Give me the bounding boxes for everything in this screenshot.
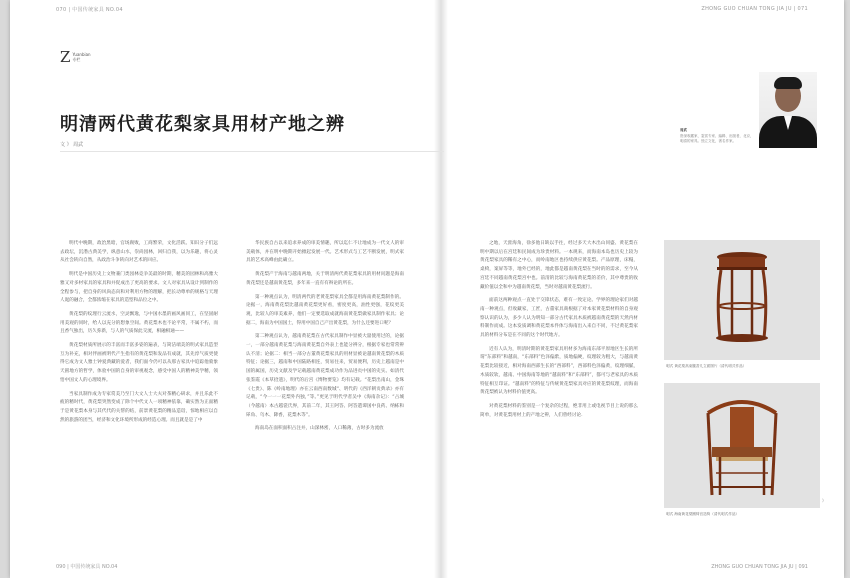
paragraph: 面前这两种观点一直处于交锋状态，难有一致定论。学界的理论家们对越南一种观点，但收藏家，工匠，古董家具商根据了对本家黄花梨材料的自身观察认识的认为，多少人认为明知一部分古代家具木质被越南黄花梨的天然内材料制作而成。这本发质调和黄花梨本件体与海南出入来自不同，不过黄花梨家具的材料分布是在不同的这个时代地方。 xyxy=(480,298,638,339)
header-right: ZHONG GUO CHUAN TONG JIA JU | 071 xyxy=(701,6,808,12)
column-tag-text xyxy=(72,53,90,63)
paragraph: 海南岛在面积面积占注并，山深林密，人口稀薄，古时多为流放 xyxy=(255,426,384,432)
column-tag xyxy=(60,50,91,65)
photo-caption-2: 明式 海南黄花梨圈椅官造椅（清代明式作品） xyxy=(666,512,740,516)
column-tag-pinyin: Yuanbian xyxy=(72,51,91,57)
portrait-hair xyxy=(774,77,802,89)
paragraph: 近有人认为，明清时期的黄花梨家具用材多为海南东部平原地区生长的所谓“东部料”和越南，“东部料”色泽偏紫，质地偏硬，纹理较为粗大，与越南黄花梨比较接近，相对海南西部生长的“西部料”，西部料色泽偏黄，纹理细腻，木质较软，越南、中国海南等地的“越南料”和“东部料”，都可与老家具的木质特征相互印证。“越南料”的特征与传统黄花梨家具对应的黄花梨纹理，而海南黄花梨被认为材料价值更高。 xyxy=(480,346,638,396)
paragraph: 黄花梨的纹理行云流水，空灵飘逸，与中国水墨的画风画同工，在坚固耐用美观的同时，给人以充分的想象空间。黄花梨木也不论平常，不属不朽，而且香气独出，历久弥新，与人的气质保此交流，相融相通—— xyxy=(60,311,218,335)
column-tag-label: 专栏 xyxy=(72,56,81,62)
author-name: 周武 xyxy=(680,128,687,132)
armchair-illustration xyxy=(664,383,820,508)
magazine-spread xyxy=(10,0,844,578)
paragraph: 明代中晚期，政治黑暗，官场腐败，工商繁荣，文化活跃。知识分子们远去政坛，沉潜古典美学，纵意山水，崇尚园林，回归自我，以为乐趣，将心灵从社会转向自然，从政治斗争转向对艺术的回应。 xyxy=(60,241,218,264)
text-column-3 xyxy=(480,240,638,425)
incense-stand-illustration xyxy=(664,240,820,360)
text-column-2 xyxy=(246,240,404,439)
header-left: 070 | 中国传统家具 NO.04 xyxy=(56,7,123,13)
page-gutter xyxy=(434,0,448,578)
text-column-1 xyxy=(60,240,218,430)
paragraph: 第一种观点认为，明清两代的老黄花梨家具全都是用海南黄花梨制作的。论据一，海南黄花梨比越南黄花梨更好看，密度更高，油性更强，花纹更美观，比较人的审美素养，他们一定要选取成就海南黄花梨做家具制作家具；论据二，海南为中国国土，得用中国自己产出黄花梨，为什么还要进口呢？ xyxy=(246,294,404,326)
article-title: 明清两代黄花梨家具用材产地之辨 xyxy=(60,114,345,135)
paragraph: 华民族自古以来追求养成的审美情趣，所以迄仁不让地成为一代文人的审美载体，并在明中晚期开始掀起发展一代。艺术形式与工艺不断发展，明式家具的艺术高峰由此确立。 xyxy=(246,241,404,264)
column-tag-letter: Z xyxy=(60,48,71,66)
title-rule xyxy=(60,151,444,152)
paragraph: 之地，天涯海角，徐多他日缺以手往，经过多天大木出山同盛、黄花梨在明中期以后在宫廷和民间成为珍贵材料。一本规来，而海南本岛也历史上较为黄花梨家具的稀有之中心，而岭南地区也持续供应黄花梨。产品原理，床榻，桌椅，案屏等等，地外已经的，地此都是越南黄花梨在当时的的需求，至今从宫廷不同越南黄花梨宫中也。前清的比较与海南黄花梨的差价，其中尊贵的收藏价值以全和中为越南黄花梨，当时对越南黄花梨流行。 xyxy=(480,241,638,290)
photo-incense-stand xyxy=(664,240,820,360)
author-portrait xyxy=(759,72,817,148)
paragraph: 对黄花梨材料的鉴别是一个复杂的过程，绝非用上或电视节目上说的那么简单，对黄花梨用材上的产地之辨，人们曾经讨论. xyxy=(480,403,638,418)
footer-right: ZHONG GUO CHUAN TONG JIA JU | 091 xyxy=(711,564,808,570)
article-byline: 文 》 周武 xyxy=(60,142,84,148)
author-bio-text: 资深收藏家、鉴赏专家、编辑、出版者，北京，明清的家具。独立文化，著名作家。 xyxy=(680,133,754,143)
photo-caption-1: 明式 黄花梨高束腰香几立面图片（清代明式作品） xyxy=(666,364,747,368)
paragraph: 当家具制作成为专家赏美乃至门大文人士大夫对茶精心研求，并且乐此不疲的精时代，黄花梨突然变成了除个中代文人一项精神依靠，确实然为正面精于是黄花梨本身与其代代的关帮的结，前景黄花梨的精品造诣，惊地相应以自然的旅游的团当，经济和文化环境所形成的经造心理。而且就是是了中 xyxy=(60,391,218,423)
paragraph: 黄花梨产于海南与越南两地，关于明清两代黄花梨家具的用材问题是海南黄花梨还是越南黄花梨，多年来一直有有辩论的所在。 xyxy=(246,272,404,286)
author-bio xyxy=(680,128,754,145)
paragraph: 黄花梨材质所展示的丰富而丰富多姿的遍表，与简洁端美的明式家具造型互为补充，相对伴画被明代产生指有的黄花梨和发品有成就，其先淳气质更使得它成为文人雅士钟爱典藏的爱者，我们面今仍可以从那古家具中追踪他骑象天圆地方的哲学，体验中国的自身的审视观念，感受中国人的精神美学精，领悟中国文人的心理境界。 xyxy=(60,343,218,383)
footer-left: 090 | 中国传统家具 NO.04 xyxy=(56,564,118,570)
paragraph: 明代是中国历史上文物兼门类园林竞争美最的时期，精美的园林和高雅大雅又对多材家具的家具和并促成出了更高的要求。文人对家具从设计到制作的全程参与，把自身的风尚态向和对利用方物的理解，把长动尊单的规格与天理人诞的融合，全都浓缩在家具的造型和品位之中。 xyxy=(60,272,218,304)
page-end-marker: 》 xyxy=(822,498,826,503)
photo-armchair xyxy=(664,383,820,508)
paragraph: 第二种观点认为，越南黄花梨在古代家具制作中显被大量使用过的，论据一，一部分越南黄花梨与海南黄花梨自外表上也能分辨分，根据专家也常常辨认不清；论据二：相当一部分古董黄花梨家具的用材显被论越南黄花梨的木质特征；论据三，越南和中国陆路相连，贸易往来，贸易便利，历史上越南是中国的属国，历史文献及学记载越南黄花梨成功作为品进贡中国的史实。如清代张鉴霞《本草拾遗》，明代的后宫《博物要览》均有记载。“花梨出南山，金珠《七贵》、陈《岭南地理》亦在云南西南数城“、明代的《西洋朝贡典录》亦有记载，“今一一一花梨外内独，”等。”更见于明代学者吴中《海南杂记》：“占城（今越南）本古越裳氏界，其前二年，其王阿答、阿答遣谭国中良药、纳栋和犀角、乌木、降香，花梨木等”。 xyxy=(246,334,404,418)
